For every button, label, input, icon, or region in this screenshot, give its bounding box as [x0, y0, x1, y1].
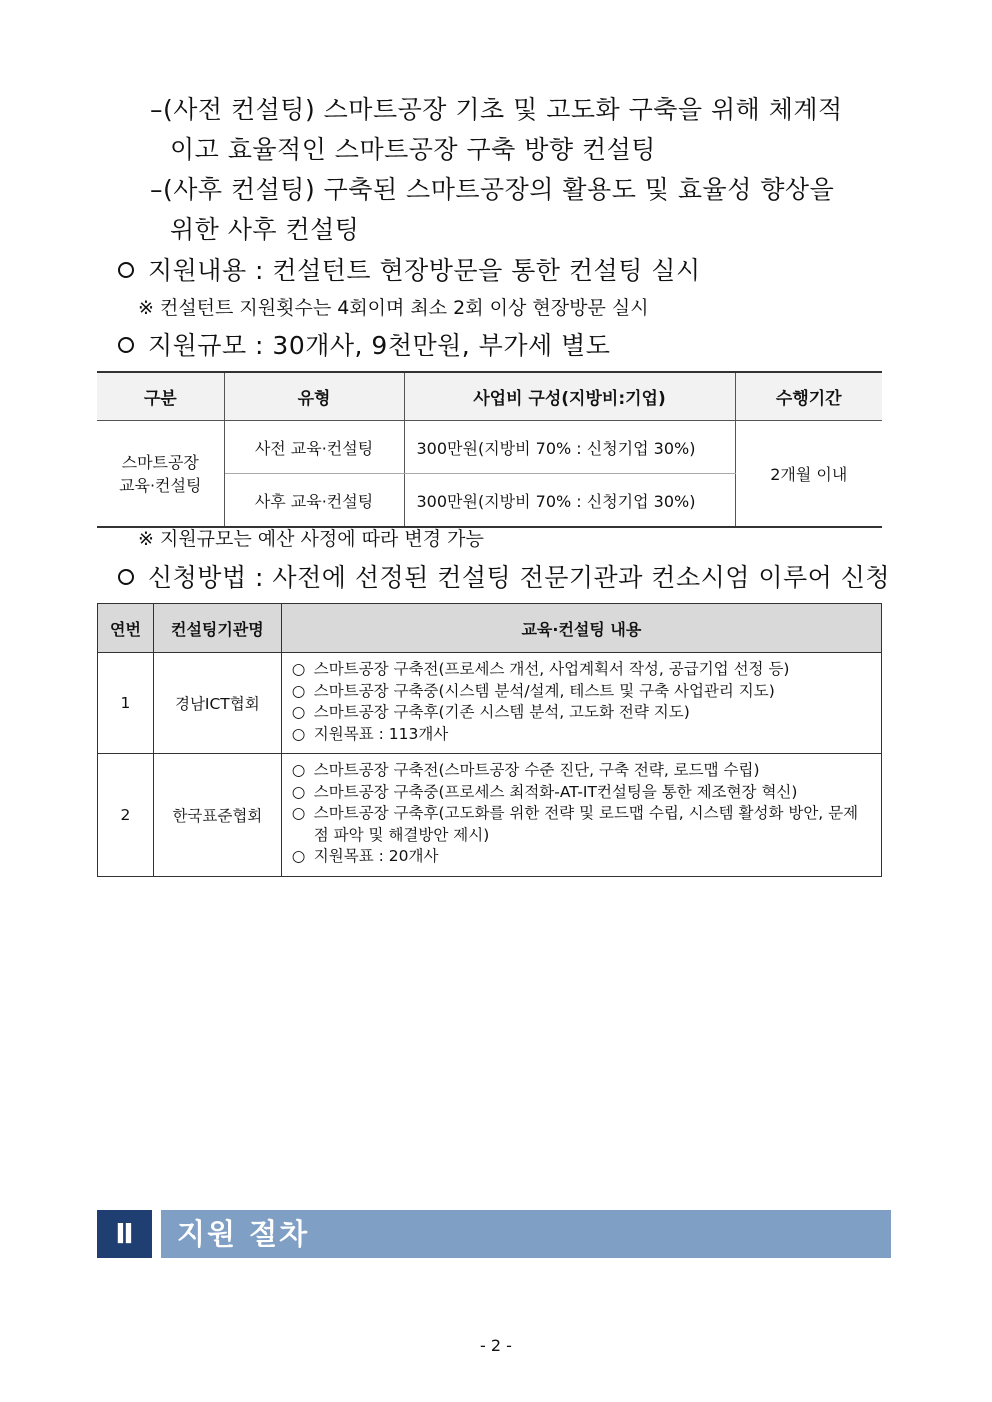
section-title-bar [161, 1210, 891, 1258]
small-circle-icon: ○ [291, 724, 306, 743]
support-content-item [118, 251, 701, 287]
row-content [281, 754, 881, 877]
period-cell: 2개월 이내 [735, 421, 882, 528]
support-content-text: 지원내용 : 컨설턴트 현장방문을 통한 컨설팅 실시 [148, 256, 701, 285]
category-line2: 교육·컨설팅 [119, 475, 202, 495]
list-item: ○ 스마트공장 구축전(프로세스 개선, 사업계획서 작성, 공급기업 선정 등) [292, 659, 873, 681]
list-item: ○ 스마트공장 구축중(시스템 분석/설계, 테스트 및 구축 사업관리 지도) [292, 681, 873, 703]
header-cost: 사업비 구성(지방비:기업) [404, 372, 735, 421]
pre-consult-line2: 이고 효율적인 스마트공장 구축 방향 컨설팅 [170, 135, 656, 164]
small-circle-icon: ○ [291, 681, 306, 700]
table-row [97, 421, 882, 474]
list-item: ○ 스마트공장 구축후(기존 시스템 분석, 고도화 전략 지도) [292, 702, 873, 724]
pre-consult-line1: –(사전 컨설팅) 스마트공장 기초 및 고도화 구축을 위해 체계적 [150, 95, 843, 124]
post-consult-line2: 위한 사후 컨설팅 [170, 215, 360, 244]
table-row [98, 754, 882, 877]
header-category: 구분 [97, 372, 224, 421]
table-row [98, 653, 882, 754]
small-circle-icon: ○ [291, 782, 306, 801]
small-circle-icon: ○ [291, 804, 306, 822]
budget-table-header [97, 372, 882, 421]
list-item: ○ 스마트공장 구축중(프로세스 최적화-AT-IT컨설팅을 통한 제조현장 혁신) [292, 782, 873, 804]
page-number: - 2 - [480, 1336, 512, 1355]
small-circle-icon: ○ [291, 703, 306, 721]
row-no: 1 [98, 653, 154, 754]
section-title: 지원 절차 [177, 1217, 310, 1251]
cost-cell: 300만원(지방비 70% : 신청기업 30%) [404, 474, 735, 528]
header-content: 교육·컨설팅 내용 [281, 604, 881, 653]
circle-bullet-icon [118, 569, 134, 585]
category-cell [97, 421, 224, 528]
circle-bullet-icon [118, 337, 134, 353]
type-cell: 사후 교육·컨설팅 [224, 474, 404, 528]
list-item: ○ 지원목표 : 113개사 [292, 724, 873, 746]
budget-table [97, 371, 882, 528]
support-note: ※ 컨설턴트 지원횟수는 4회이며 최소 2회 이상 현장방문 실시 [138, 297, 649, 319]
post-consult-line1: –(사후 컨설팅) 구축된 스마트공장의 활용도 및 효율성 향상을 [150, 175, 835, 204]
row-org: 경남ICT협회 [153, 653, 281, 754]
circle-bullet-icon [118, 262, 134, 278]
support-scale-item [118, 326, 610, 362]
list-item: ○ 스마트공장 구축후(고도화를 위한 전략 및 로드맵 수립, 시스템 활성화 방안, 문제점 파악 및 해결방안 제시) [292, 803, 873, 846]
support-scale-text: 지원규모 : 30개사, 9천만원, 부가세 별도 [148, 331, 611, 360]
header-no: 연번 [98, 604, 154, 653]
category-line1: 스마트공장 [121, 452, 199, 472]
row-content [281, 653, 881, 754]
consulting-org-table [97, 603, 882, 877]
header-org: 컨설팅기관명 [153, 604, 281, 653]
small-circle-icon: ○ [291, 847, 306, 865]
scale-note: ※ 지원규모는 예산 사정에 따라 변경 가능 [138, 528, 484, 550]
section-number: Ⅱ [97, 1210, 152, 1258]
list-item: ○ 스마트공장 구축전(스마트공장 수준 진단, 구축 전략, 로드맵 수립) [292, 760, 873, 782]
type-cell: 사전 교육·컨설팅 [224, 421, 404, 474]
cost-cell: 300만원(지방비 70% : 신청기업 30%) [404, 421, 735, 474]
row-no: 2 [98, 754, 154, 877]
row-org: 한국표준협회 [153, 754, 281, 877]
small-circle-icon: ○ [291, 660, 306, 678]
apply-method-item [118, 558, 890, 594]
apply-method-text: 신청방법 : 사전에 선정된 컨설팅 전문기관과 컨소시엄 이루어 신청 [148, 563, 891, 592]
small-circle-icon: ○ [291, 761, 306, 779]
list-item: ○ 지원목표 : 20개사 [292, 846, 873, 868]
section-header [97, 1210, 891, 1258]
header-period: 수행기간 [735, 372, 882, 421]
header-type: 유형 [224, 372, 404, 421]
consulting-table-header [98, 604, 882, 653]
